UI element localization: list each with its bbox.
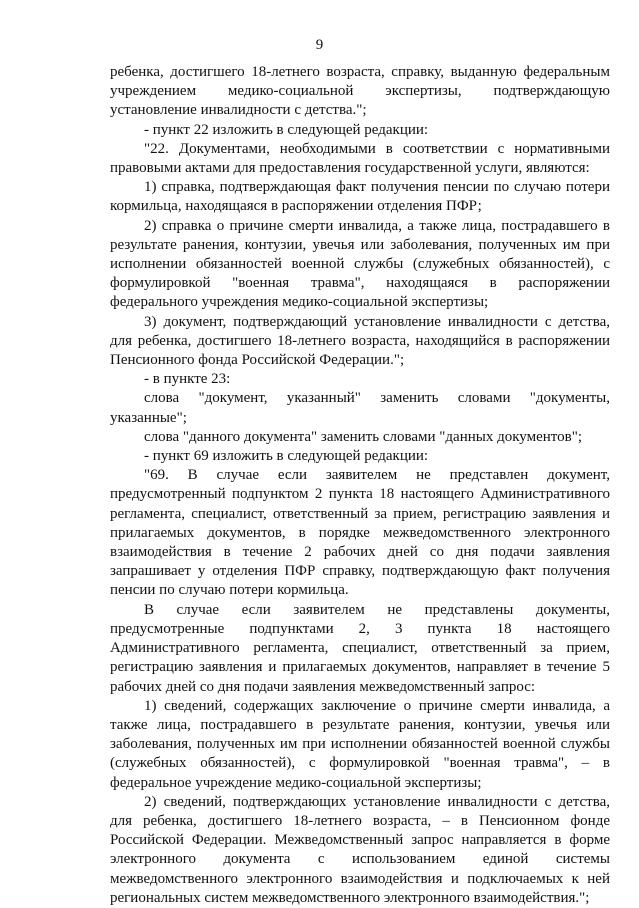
paragraph: слова "документ, указанный" заменить словами "документы, указанные"; xyxy=(110,390,610,426)
page-number: 9 xyxy=(315,37,324,53)
paragraph: В случае если заявителем не представлены документы, предусмотренные подпунктами 2, 3 пункта 18 настоящего Административного регламента, специалист, ответственный за прием, регистрацию заявления и прилагаемых документов, направляет в течение 5 рабочих дней со дня подачи заявления межведомственный запрос: xyxy=(110,601,610,695)
paragraph: 3) документ, подтверждающий установление инвалидности с детства, для ребенка, достигшего 18-летнего возраста, находящийся в распоряжении Пенсионного фонда Российской Федерации."; xyxy=(110,313,610,369)
paragraph: 2) справка о причине смерти инвалида, а также лица, пострадавшего в результате ранения, контузии, увечья или заболевания, полученных им при исполнении обязанностей военной службы (служебных обязанностей), с формулировкой "военная травма", находящаяся в распоряжении федерального учреждения медико-социальной экспертизы; xyxy=(110,217,610,311)
paragraph: 1) справка, подтверждающая факт получения пенсии по случаю потери кормильца, находящаяся в распоряжении отделения ПФР; xyxy=(110,179,610,215)
paragraph: "22. Документами, необходимыми в соответствии с нормативными правовыми актами для предоставления государственной услуги, являются: xyxy=(110,140,610,177)
paragraph: "69. В случае если заявителем не представлен документ, предусмотренный подпунктом 2 пункта 18 настоящего Административного регламента, специалист, ответственный за прием, регистрацию заявления и прилагаемых документов, в порядке межведомственного электронного взаимодействия в течение 2 рабочих дней со дня подачи заявления запрашивает у отделения ПФР справку, подтверждающую факт получения пенсии по случаю потери кормильца. xyxy=(110,467,610,599)
paragraph: слова "данного документа" заменить словами "данных документов"; xyxy=(144,428,582,445)
paragraph: 2) сведений, подтверждающих установление инвалидности с детства, для ребенка, достигшего 18-летнего возраста, – в Пенсионном фонде Российской Федерации. Межведомственный запрос направляется в форме электронного документа с использованием единой системы межведомственного электронного взаимодействия и подключаемых к ней региональных систем межведомственного электронного взаимодействия."; xyxy=(110,793,610,906)
paragraph: ребенка, достигшего 18-летнего возраста, справку, выданную федеральным учреждением медико-социальной экспертизы, подтверждающую установление инвалидности с детства."; xyxy=(110,64,610,119)
paragraph: - пункт 22 изложить в следующей редакции: xyxy=(144,121,429,138)
paragraph: - пункт 69 изложить в следующей редакции: xyxy=(144,448,429,465)
paragraph: 1) сведений, содержащих заключение о причине смерти инвалида, а также лица, пострадавшего в результате ранения, контузии, увечья или заболевания, полученных им при исполнении обязанностей военной службы (служебных обязанностей), с формулировкой "военная травма", – в федеральное учреждение медико-социальной экспертизы; xyxy=(110,697,610,791)
document-body xyxy=(110,63,610,908)
paragraph: - в пункте 23: xyxy=(144,371,231,388)
